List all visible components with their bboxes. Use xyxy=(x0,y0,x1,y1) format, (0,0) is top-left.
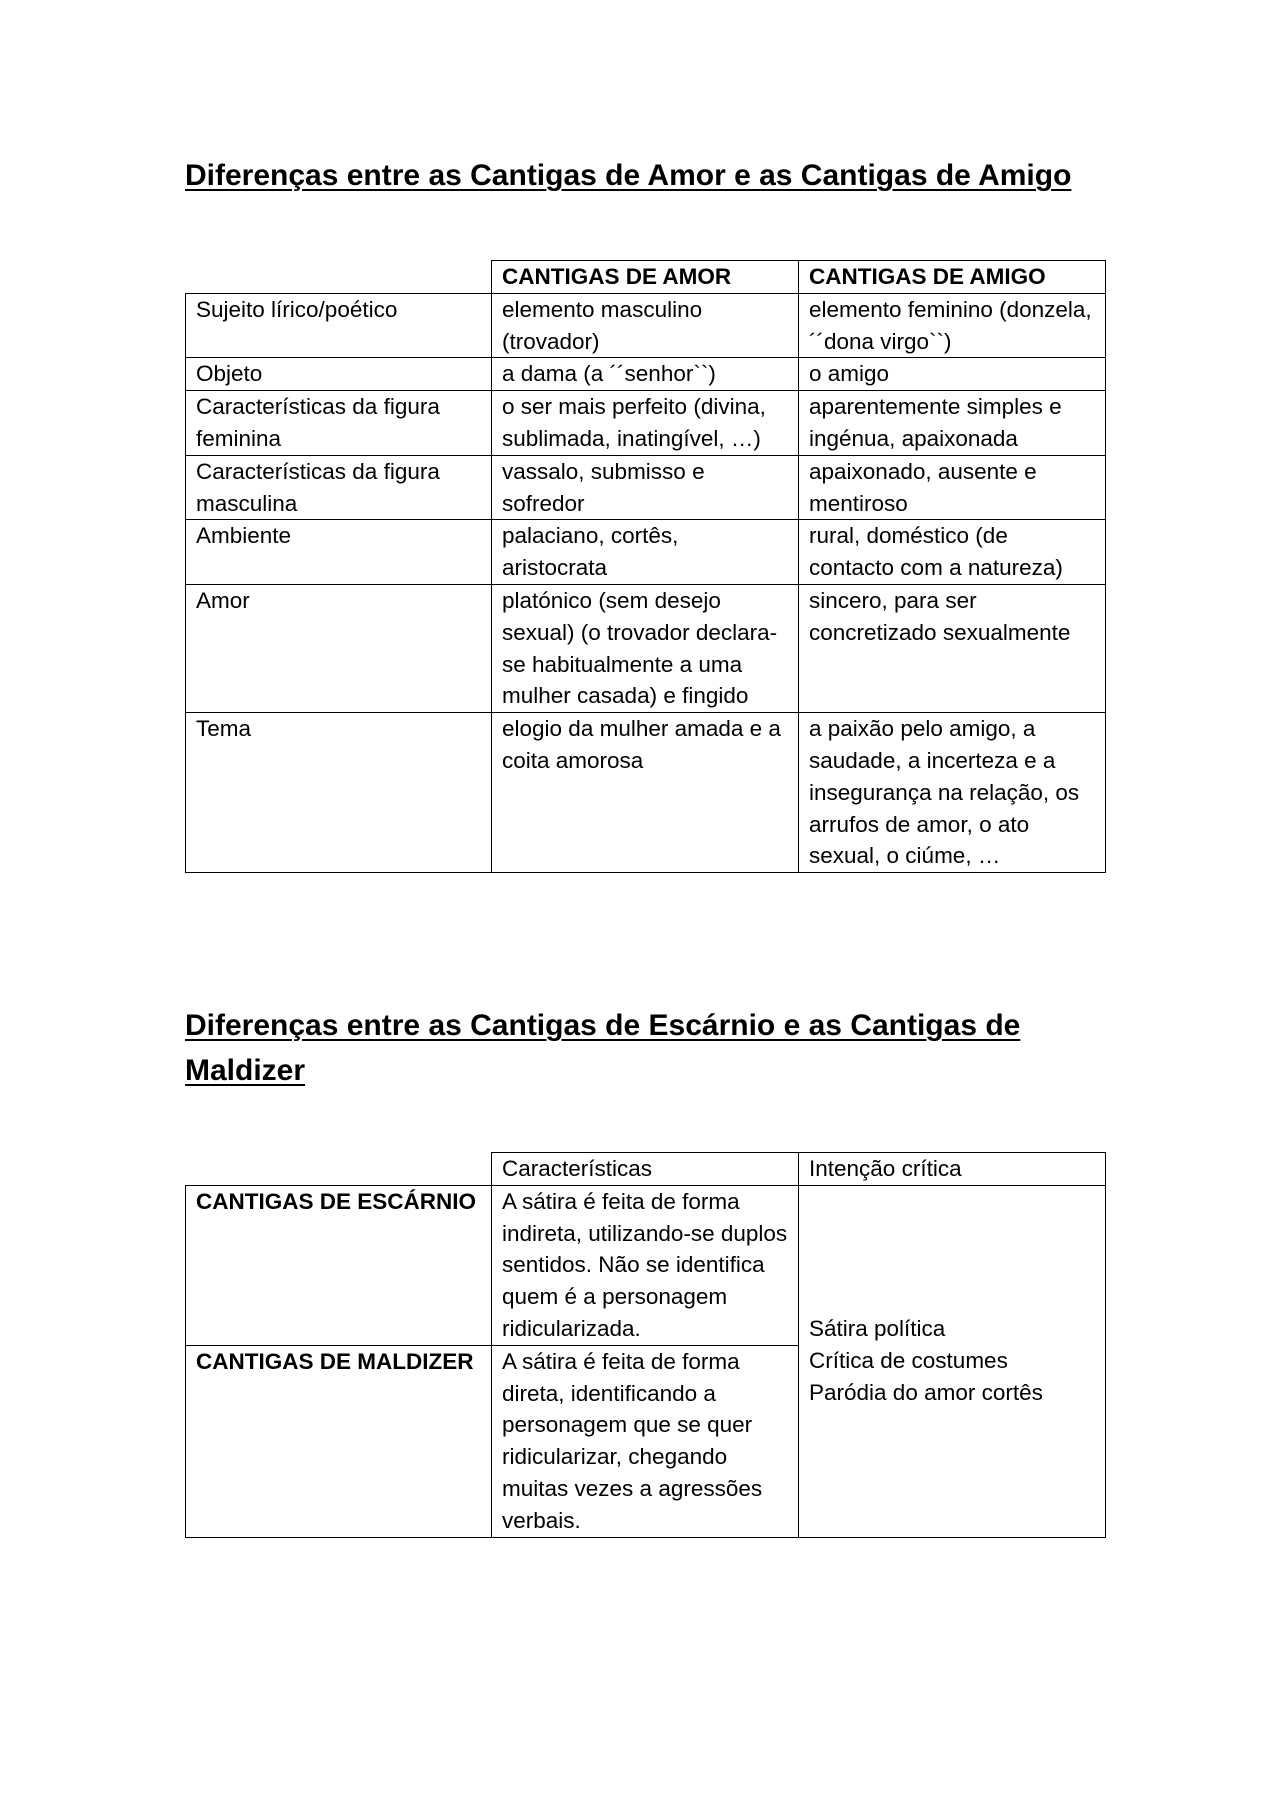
amor-cell: o ser mais perfeito (divina, sublimada, inatingível, …) xyxy=(492,391,799,456)
header-intencao-critica: Intenção crítica xyxy=(799,1153,1106,1186)
critical-intent-item: Sátira política xyxy=(809,1316,946,1342)
amor-cell: palaciano, cortês, aristocrata xyxy=(492,520,799,585)
row-label: CANTIGAS DE ESCÁRNIO xyxy=(186,1185,492,1345)
amigo-cell: o amigo xyxy=(799,358,1106,391)
amigo-cell: sincero, para ser concretizado sexualmente xyxy=(799,584,1106,712)
header-caracteristicas: Características xyxy=(492,1153,799,1186)
table-row xyxy=(186,1185,1106,1345)
header-cantigas-de-amor: CANTIGAS DE AMOR xyxy=(492,261,799,294)
critical-intent-item: Crítica de costumes xyxy=(809,1348,1008,1374)
amor-cell: a dama (a ´´senhor``) xyxy=(492,358,799,391)
table-row xyxy=(186,455,1106,520)
table-row xyxy=(186,293,1106,358)
table-header-row xyxy=(186,261,1106,294)
amigo-cell: elemento feminino (donzela, ´´dona virgo``) xyxy=(799,293,1106,358)
cantigas-escarnio-maldizer-table xyxy=(185,1152,1106,1538)
table-row xyxy=(186,358,1106,391)
table-row xyxy=(186,713,1106,873)
caracteristicas-cell: A sátira é feita de forma indireta, utilizando-se duplos sentidos. Não se identifica quem é a personagem ridicularizada. xyxy=(492,1185,799,1345)
row-label: Tema xyxy=(186,713,492,873)
row-label: Sujeito lírico/poético xyxy=(186,293,492,358)
amor-cell: elemento masculino (trovador) xyxy=(492,293,799,358)
table-row xyxy=(186,584,1106,712)
amigo-cell: rural, doméstico (de contacto com a natureza) xyxy=(799,520,1106,585)
section-1-title: Diferenças entre as Cantigas de Amor e as Cantigas de Amigo xyxy=(185,159,1072,192)
cantigas-amor-amigo-table xyxy=(185,260,1106,873)
table-row xyxy=(186,520,1106,585)
row-label: Objeto xyxy=(186,358,492,391)
row-label: Características da figura feminina xyxy=(186,391,492,456)
amor-cell: elogio da mulher amada e a coita amorosa xyxy=(492,713,799,873)
header-cantigas-de-amigo: CANTIGAS DE AMIGO xyxy=(799,261,1106,294)
empty-header-cell xyxy=(186,1153,492,1186)
row-label: Amor xyxy=(186,584,492,712)
table-row xyxy=(186,391,1106,456)
row-label: CANTIGAS DE MALDIZER xyxy=(186,1345,492,1537)
amor-cell: vassalo, submisso e sofredor xyxy=(492,455,799,520)
table-header-row xyxy=(186,1153,1106,1186)
amigo-cell: aparentemente simples e ingénua, apaixonada xyxy=(799,391,1106,456)
caracteristicas-cell: A sátira é feita de forma direta, identificando a personagem que se quer ridicularizar, chegando muitas vezes a agressões verbais. xyxy=(492,1345,799,1537)
critical-intent-cell xyxy=(799,1185,1106,1537)
empty-header-cell xyxy=(186,261,492,294)
amigo-cell: apaixonado, ausente e mentiroso xyxy=(799,455,1106,520)
row-label: Ambiente xyxy=(186,520,492,585)
amigo-cell: a paixão pelo amigo, a saudade, a incerteza e a insegurança na relação, os arrufos de amor, o ato sexual, o ciúme, … xyxy=(799,713,1106,873)
amor-cell: platónico (sem desejo sexual) (o trovador declara-se habitualmente a uma mulher casada) e fingido xyxy=(492,584,799,712)
row-label: Características da figura masculina xyxy=(186,455,492,520)
section-2-title: Diferenças entre as Cantigas de Escárnio e as Cantigas de Maldizer xyxy=(185,1009,1021,1087)
critical-intent-item: Paródia do amor cortês xyxy=(809,1380,1043,1406)
